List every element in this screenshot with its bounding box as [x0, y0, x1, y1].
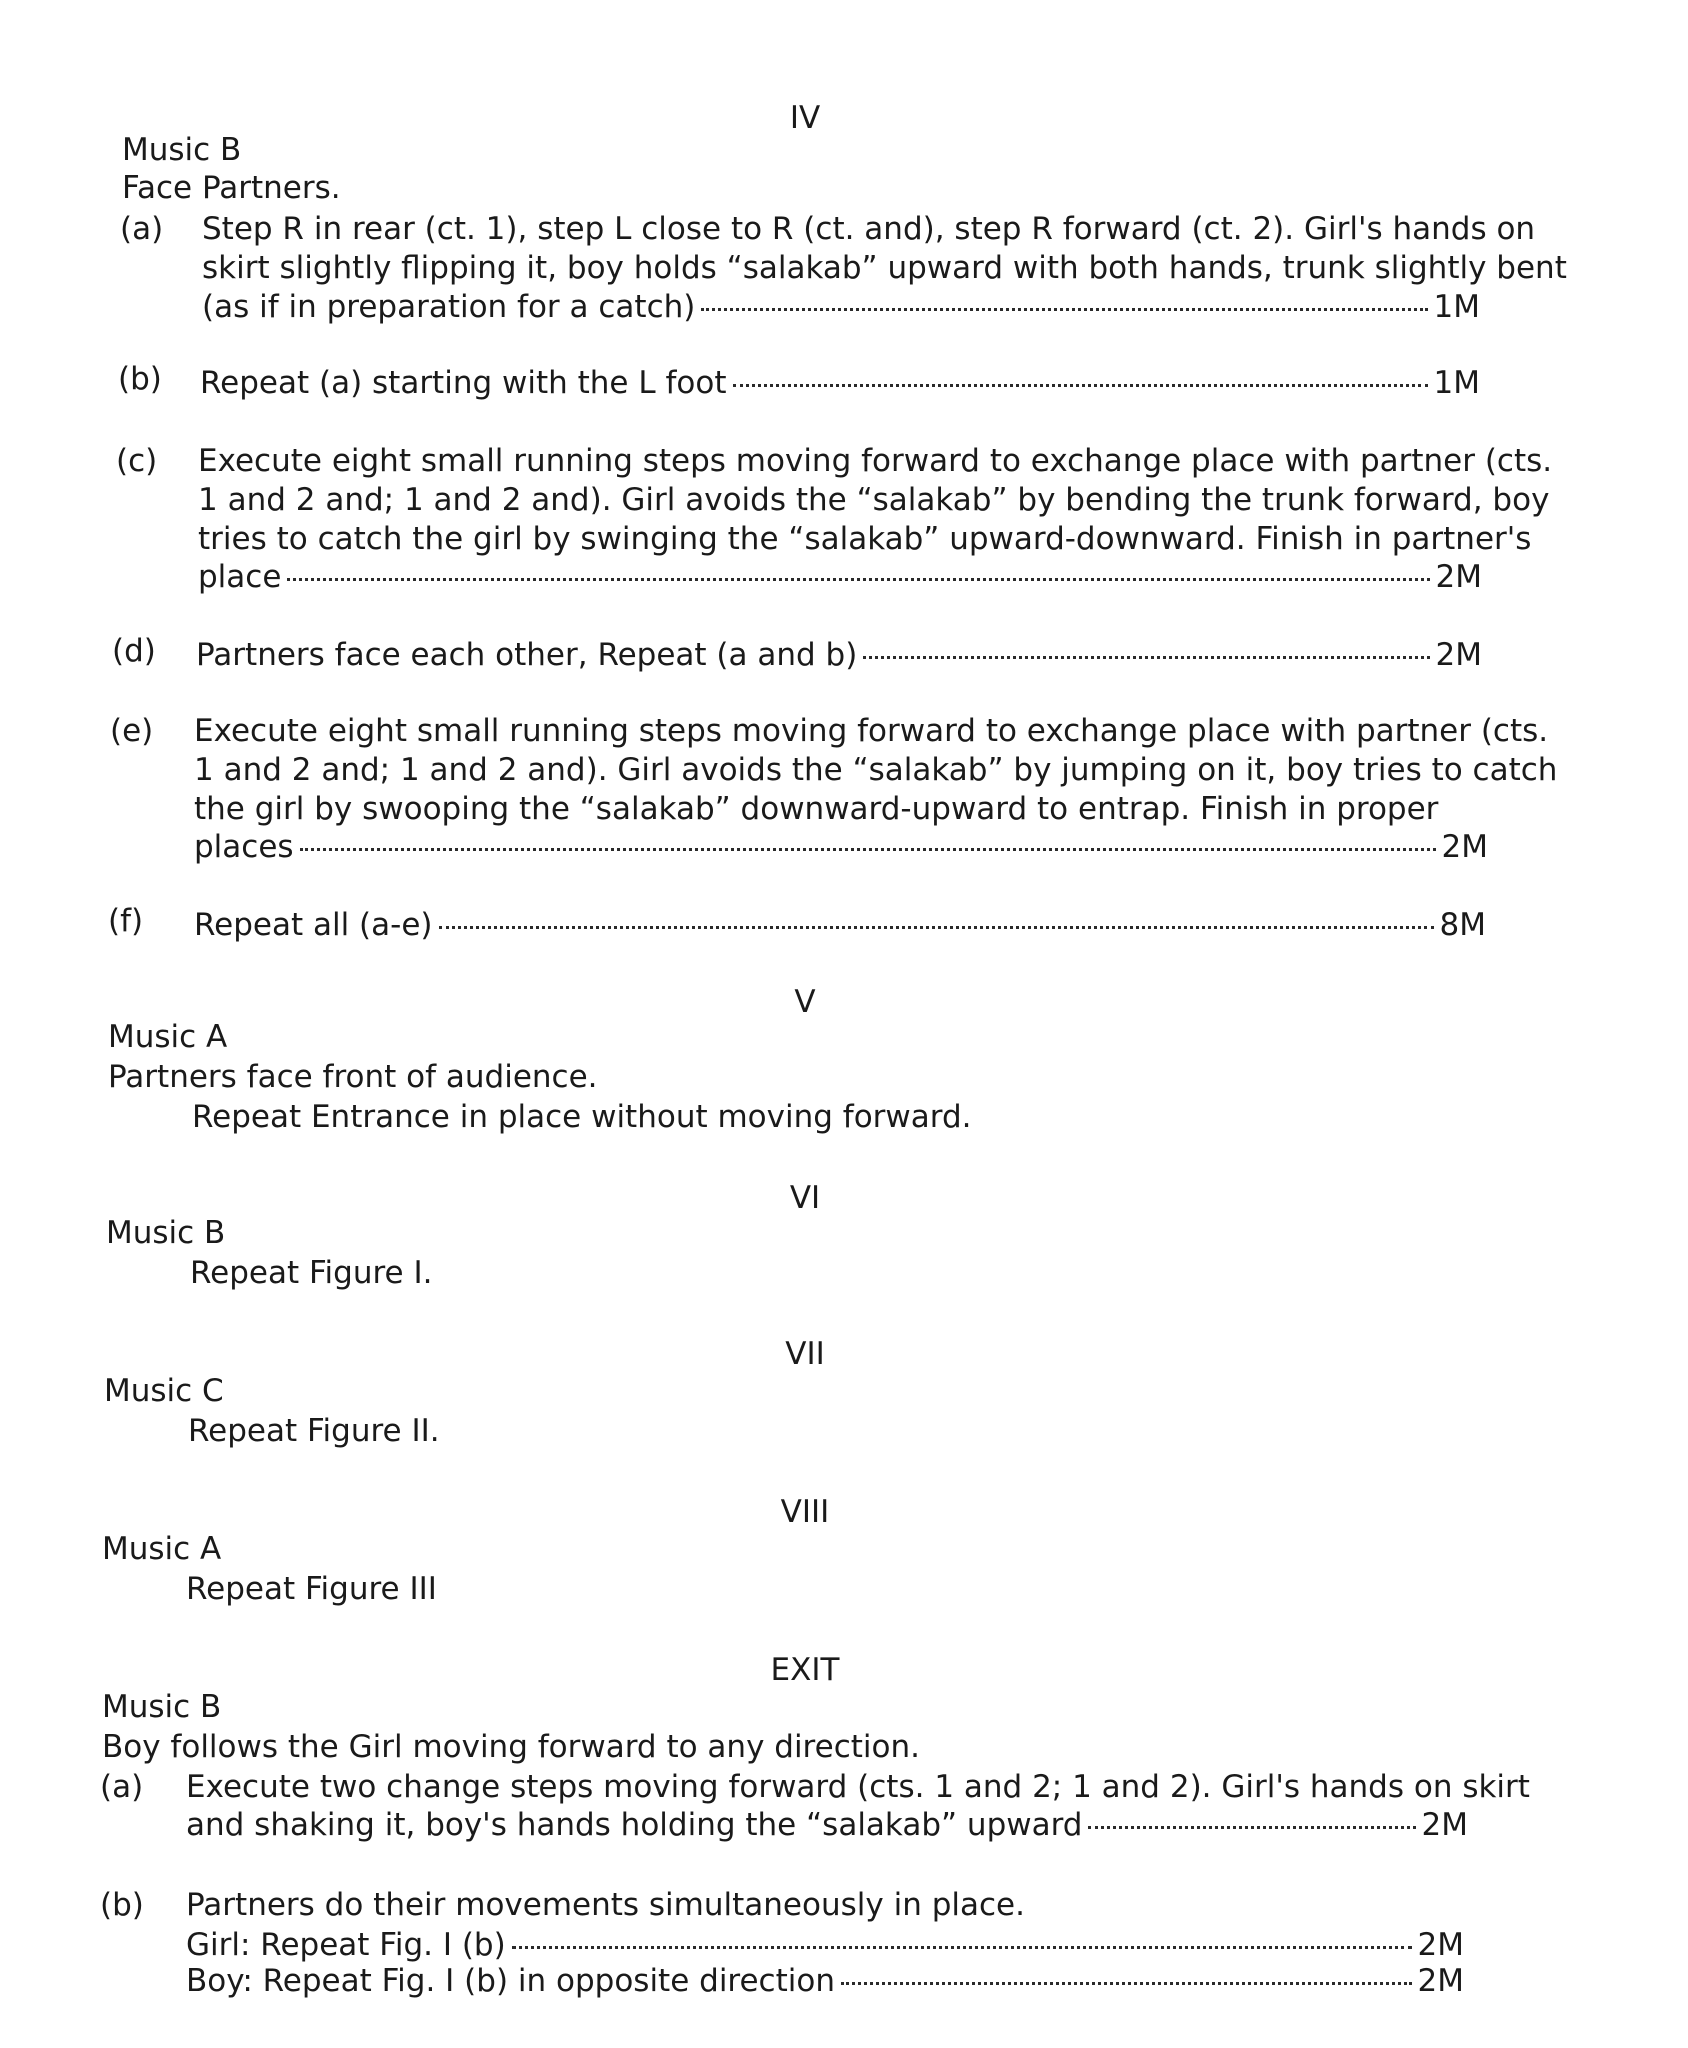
dot-leader	[439, 926, 1434, 929]
dot-leader	[512, 1946, 1412, 1949]
step-text-line: 1 and 2 and; 1 and 2 and). Girl avoids the “salakab” by jumping on it, boy tries to catch	[194, 751, 1558, 788]
step-text-line: Girl: Repeat Fig. I (b)	[186, 1927, 506, 1963]
figure-iv-music: Music B	[122, 132, 242, 168]
measure-count: 2M	[1417, 1963, 1464, 1999]
step-text-line: Repeat (a) starting with the L foot	[200, 365, 727, 401]
figure-viii-music: Music A	[102, 1531, 222, 1567]
exit-heading: EXIT	[770, 1652, 840, 1688]
step-text-line: Boy: Repeat Fig. I (b) in opposite direction	[186, 1963, 835, 1999]
step-text-line: place	[198, 559, 282, 595]
figure-v-heading: V	[794, 984, 816, 1020]
figure-iv-instruction: Face Partners.	[122, 170, 341, 206]
figure-v-music: Music A	[108, 1019, 228, 1055]
step-label: (b)	[100, 1887, 144, 1923]
step-text-line: (as if in preparation for a catch)	[202, 289, 696, 325]
figure-iv-step-f	[194, 906, 1486, 945]
figure-viii-heading: VIII	[780, 1494, 830, 1530]
figure-vi-repeat: Repeat Figure I.	[190, 1255, 433, 1291]
step-text-line: skirt slightly flipping it, boy holds “salakab” upward with both hands, trunk slightly bent	[202, 249, 1567, 286]
step-label: (f)	[108, 903, 144, 939]
step-text-line: Step R in rear (ct. 1), step L close to R (ct. and), step R forward (ct. 2). Girl's hands on	[202, 211, 1536, 247]
exit-step-b-boy	[186, 1962, 1464, 2001]
figure-iv-heading: IV	[789, 100, 821, 136]
measure-count: 2M	[1435, 559, 1482, 595]
step-text-line: Partners do their movements simultaneously in place.	[186, 1887, 1025, 1923]
step-text-line: Execute eight small running steps moving forward to exchange place with partner (cts.	[198, 443, 1553, 479]
figure-iv-step-d	[196, 636, 1482, 675]
step-label: (b)	[118, 361, 162, 397]
figure-vii-heading: VII	[785, 1336, 825, 1372]
figure-vii-music: Music C	[104, 1373, 224, 1409]
measure-count: 2M	[1421, 1807, 1468, 1843]
figure-vi-heading: VI	[789, 1180, 821, 1216]
dot-leader	[863, 656, 1429, 659]
measure-count: 1M	[1433, 289, 1480, 325]
exit-music: Music B	[102, 1689, 222, 1725]
exit-instruction: Boy follows the Girl moving forward to any direction.	[102, 1729, 920, 1765]
measure-count: 2M	[1417, 1927, 1464, 1963]
measure-count: 2M	[1435, 637, 1482, 673]
dot-leader	[1088, 1826, 1415, 1829]
figure-iv-step-e-leader	[194, 828, 1488, 867]
step-label: (c)	[116, 443, 158, 479]
figure-viii-repeat: Repeat Figure III	[186, 1571, 437, 1607]
dot-leader	[701, 308, 1427, 311]
measure-count: 8M	[1439, 907, 1486, 943]
step-text-line: Repeat all (a-e)	[194, 907, 433, 943]
figure-vi-music: Music B	[106, 1215, 226, 1251]
exit-step-b-girl	[186, 1926, 1464, 1965]
step-text-line: Partners face each other, Repeat (a and b)	[196, 637, 858, 673]
step-text-line: and shaking it, boy's hands holding the “salakab” upward	[186, 1807, 1083, 1843]
dot-leader	[300, 848, 1436, 851]
step-text-line: places	[194, 829, 294, 865]
step-label: (e)	[110, 713, 154, 749]
step-label: (a)	[100, 1769, 144, 1805]
measure-count: 1M	[1433, 365, 1480, 401]
dot-leader	[841, 1982, 1412, 1985]
figure-iv-step-a-leader	[202, 288, 1480, 327]
dot-leader	[733, 384, 1428, 387]
figure-vii-repeat: Repeat Figure II.	[188, 1413, 440, 1449]
figure-iv-step-c-leader	[198, 558, 1482, 597]
step-label: (d)	[112, 633, 156, 669]
measure-count: 2M	[1441, 829, 1488, 865]
step-text-line: 1 and 2 and; 1 and 2 and). Girl avoids the “salakab” by bending the trunk forward, boy	[198, 481, 1550, 518]
step-text-line: Execute two change steps moving forward (cts. 1 and 2; 1 and 2). Girl's hands on skirt	[186, 1769, 1530, 1805]
figure-iv-step-b	[200, 364, 1480, 403]
figure-v-instruction: Partners face front of audience.	[108, 1059, 598, 1095]
dot-leader	[287, 578, 1429, 581]
step-text-line: the girl by swooping the “salakab” downward-upward to entrap. Finish in proper	[194, 790, 1439, 827]
step-label: (a)	[120, 211, 164, 247]
exit-step-a-leader	[186, 1806, 1468, 1845]
step-text-line: Execute eight small running steps moving forward to exchange place with partner (cts.	[194, 713, 1549, 749]
figure-v-repeat: Repeat Entrance in place without moving forward.	[192, 1099, 972, 1135]
step-text-line: tries to catch the girl by swinging the “salakab” upward-downward. Finish in partner's	[198, 520, 1532, 557]
